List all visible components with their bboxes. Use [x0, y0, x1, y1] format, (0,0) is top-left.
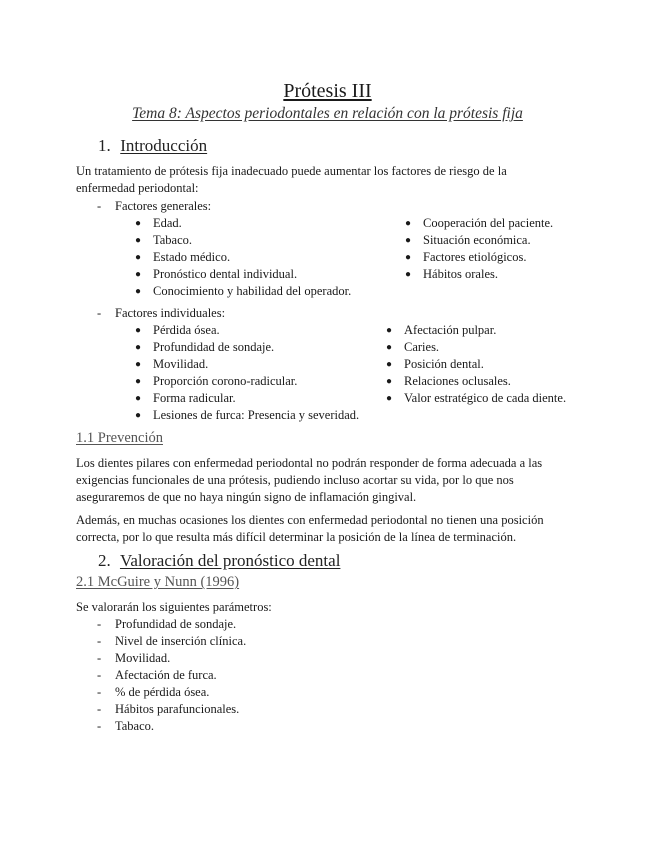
list-item — [405, 266, 498, 283]
list-item — [135, 322, 220, 339]
list-item-text: Situación económica. — [423, 233, 531, 247]
bullet-icon: ● — [405, 252, 412, 263]
section-title: Valoración del pronóstico dental — [119, 551, 341, 570]
list-item-text: Movilidad. — [153, 357, 209, 371]
list-item — [135, 249, 230, 266]
list-item — [97, 650, 170, 667]
bullet-icon: ● — [135, 218, 142, 229]
list-item — [135, 356, 208, 373]
list-item — [386, 373, 511, 390]
list-item-text: Tabaco. — [153, 233, 193, 247]
bullet-icon: ● — [405, 218, 412, 229]
dash-marker: - — [97, 617, 102, 631]
bullet-icon: ● — [135, 325, 142, 336]
dash-marker: - — [97, 199, 102, 213]
bullet-icon: ● — [135, 235, 142, 246]
list-item-text: % de pérdida ósea. — [115, 685, 210, 699]
list-item — [97, 701, 239, 718]
dash-marker: - — [97, 668, 102, 682]
bullet-icon: ● — [135, 286, 142, 297]
list-item-text: Profundidad de sondaje. — [115, 617, 237, 631]
list-item-text: Profundidad de sondaje. — [153, 340, 275, 354]
intro-line: Un tratamiento de prótesis fija inadecuado puede aumentar los factores de riesgo de la — [76, 164, 507, 178]
section-1-heading — [98, 136, 207, 156]
list-item-text: Lesiones de furca: Presencia y severidad. — [153, 408, 360, 422]
individual-factors-label — [97, 305, 225, 322]
bullet-icon: ● — [135, 393, 142, 404]
list-item-text: Afectación pulpar. — [404, 323, 497, 337]
list-item-text: Valor estratégico de cada diente. — [404, 391, 567, 405]
bullet-icon: ● — [405, 235, 412, 246]
list-item-text: Hábitos parafuncionales. — [115, 702, 240, 716]
list-item — [405, 249, 526, 266]
section-number: 2. — [98, 551, 111, 570]
list-item-text: Pronóstico dental individual. — [153, 267, 298, 281]
list-item-text: Estado médico. — [153, 250, 231, 264]
paragraph-line: exigencias funcionales de una prótesis, pudiendo incluso acortar su vida, por lo que nos — [76, 473, 514, 487]
section-number: 1. — [98, 136, 111, 155]
list-item — [97, 667, 217, 684]
section-title: Introducción — [120, 136, 208, 155]
list-item-text: Nivel de inserción clínica. — [115, 634, 247, 648]
bullet-icon: ● — [386, 359, 393, 370]
list-item — [97, 633, 246, 650]
list-item-text: Pérdida ósea. — [153, 323, 220, 337]
paragraph-line: Los dientes pilares con enfermedad periodontal no podrán responder de forma adecuada a las — [76, 456, 543, 470]
list-item — [135, 339, 274, 356]
dash-marker: - — [97, 651, 102, 665]
list-label: Factores generales: — [115, 199, 212, 213]
bullet-icon: ● — [386, 376, 393, 387]
list-item-text: Hábitos orales. — [423, 267, 498, 281]
list-item — [386, 390, 566, 407]
dash-marker: - — [97, 719, 102, 733]
paragraph-line: correcta, por lo que resulta más difícil determinar la posición de la línea de terminación. — [76, 530, 517, 544]
intro-line: enfermedad periodontal: — [76, 181, 199, 195]
list-item — [386, 322, 496, 339]
list-item-text: Posición dental. — [404, 357, 484, 371]
list-item-text: Factores etiológicos. — [423, 250, 527, 264]
list-item — [97, 616, 236, 633]
paragraph-line: Además, en muchas ocasiones los dientes con enfermedad periodontal no tienen una posición — [76, 513, 544, 527]
list-item-text: Conocimiento y habilidad del operador. — [153, 284, 352, 298]
general-factors-label — [97, 198, 211, 215]
dash-marker: - — [97, 306, 102, 320]
list-item-text: Forma radicular. — [153, 391, 236, 405]
bullet-icon: ● — [135, 252, 142, 263]
list-item — [405, 232, 531, 249]
list-item — [135, 283, 351, 300]
list-item-text: Afectación de furca. — [115, 668, 217, 682]
dash-marker: - — [97, 685, 102, 699]
bullet-icon: ● — [135, 269, 142, 280]
bullet-icon: ● — [135, 410, 142, 421]
list-item-text: Cooperación del paciente. — [423, 216, 554, 230]
list-label: Factores individuales: — [115, 306, 226, 320]
list-item — [135, 390, 236, 407]
bullet-icon: ● — [386, 393, 393, 404]
bullet-icon: ● — [135, 359, 142, 370]
list-item — [97, 684, 209, 701]
bullet-icon: ● — [135, 376, 142, 387]
subsection-2-1-heading: 2.1 McGuire y Nunn (1996) — [76, 574, 240, 590]
list-item-text: Tabaco. — [115, 719, 155, 733]
list-item — [386, 356, 484, 373]
list-item — [135, 215, 182, 232]
list-item — [135, 407, 359, 424]
paragraph-line: aseguraremos de que no haya ningún signo de inflamación gingival. — [76, 490, 417, 504]
list-item — [386, 339, 439, 356]
dash-marker: - — [97, 634, 102, 648]
bullet-icon: ● — [135, 342, 142, 353]
document-subtitle: Tema 8: Aspectos periodontales en relación con la prótesis fija — [132, 105, 523, 122]
bullet-icon: ● — [405, 269, 412, 280]
list-item — [97, 718, 154, 735]
list-item — [405, 215, 553, 232]
list-item-text: Relaciones oclusales. — [404, 374, 511, 388]
dash-marker: - — [97, 702, 102, 716]
bullet-icon: ● — [386, 342, 393, 353]
list-item — [135, 266, 297, 283]
list-item — [135, 373, 297, 390]
document-title: Prótesis III — [283, 80, 372, 102]
intro-line: Se valorarán los siguientes parámetros: — [76, 600, 272, 614]
list-item — [135, 232, 192, 249]
list-item-text: Caries. — [404, 340, 440, 354]
section-2-heading — [98, 551, 340, 571]
list-item-text: Edad. — [153, 216, 182, 230]
list-item-text: Movilidad. — [115, 651, 171, 665]
subsection-1-1-heading: 1.1 Prevención — [76, 430, 163, 446]
list-item-text: Proporción corono-radicular. — [153, 374, 298, 388]
bullet-icon: ● — [386, 325, 393, 336]
